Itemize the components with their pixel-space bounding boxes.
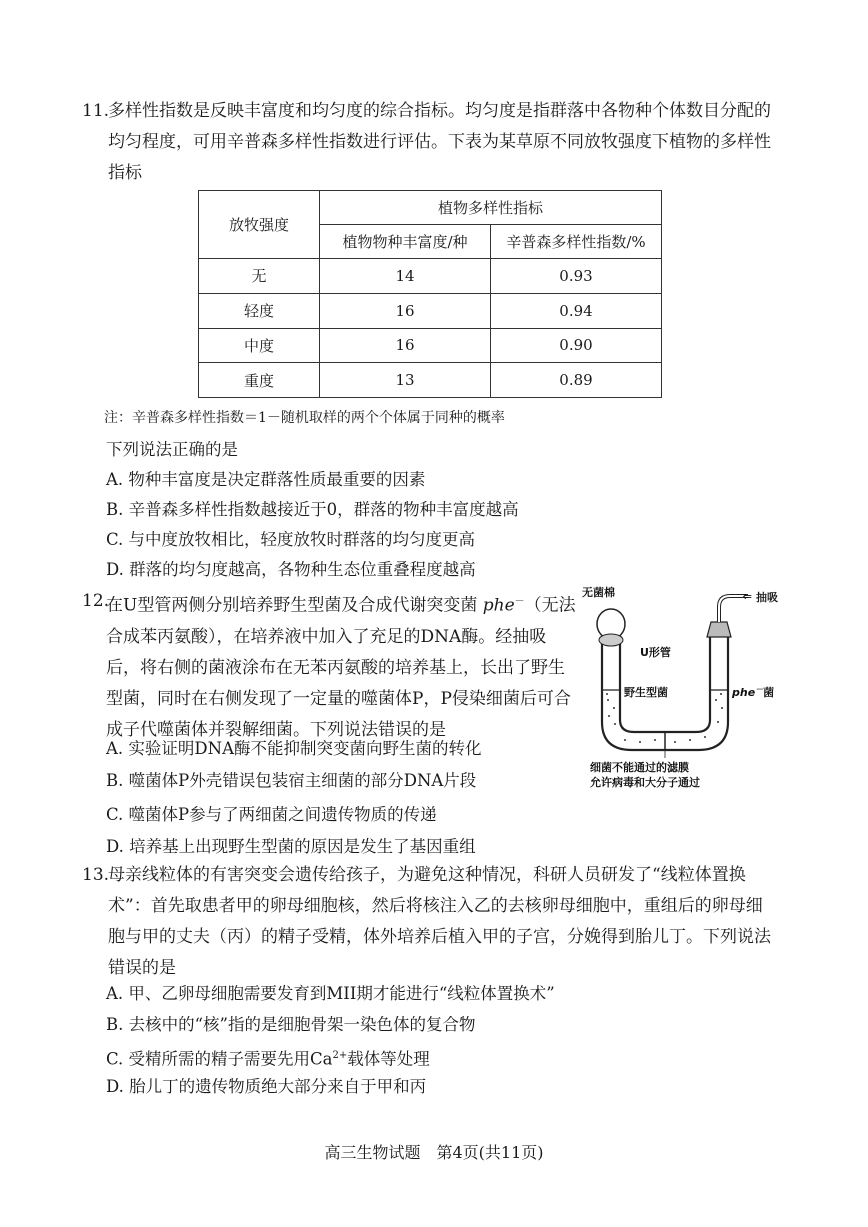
label-phe: phe－菌 bbox=[732, 685, 775, 699]
option-d: D. 胎儿丁的遗传物质绝大部分来自于甲和丙 bbox=[106, 1077, 427, 1096]
page-footer: 高三生物试题 第4页(共11页) bbox=[324, 1143, 544, 1162]
question-prompt: 下列说法正确的是 bbox=[106, 440, 238, 459]
phe-superscript: － bbox=[514, 596, 525, 607]
option-d: D. 群落的均匀度越高，各物种生态位重叠程度越高 bbox=[106, 560, 476, 579]
question-number: 12. bbox=[82, 591, 110, 611]
option-d: D. 培养基上出现野生型菌的原因是发生了基因重组 bbox=[106, 837, 476, 856]
row-label: 重度 bbox=[199, 363, 320, 398]
table-row bbox=[199, 293, 662, 328]
option-b: B. 辛普森多样性指数越接近于0，群落的物种丰富度越高 bbox=[106, 500, 519, 519]
row-simpson: 0.90 bbox=[491, 328, 662, 363]
caption-line-2: 允许病毒和大分子通过 bbox=[590, 776, 700, 789]
label-cotton: 无菌棉 bbox=[582, 586, 615, 599]
label-suction-arrow: ⇐ bbox=[742, 590, 752, 603]
table-row bbox=[199, 328, 662, 363]
table-note: 注：辛普森多样性指数＝1－随机取样的两个个体属于同种的概率 bbox=[104, 410, 505, 426]
option-c-tail: 载体等处理 bbox=[347, 1049, 430, 1069]
label-suction: 抽吸 bbox=[756, 591, 778, 604]
row-simpson: 0.89 bbox=[491, 363, 662, 398]
option-b: B. 噬菌体P外壳错误包装宿主细菌的部分DNA片段 bbox=[106, 771, 477, 790]
stopper-icon bbox=[707, 622, 731, 637]
table-header-richness: 植物物种丰富度/种 bbox=[320, 225, 491, 259]
row-label: 中度 bbox=[199, 328, 320, 363]
option-a: A. 实验证明DNA酶不能抑制突变菌向野生菌的转化 bbox=[106, 739, 482, 758]
table-row bbox=[199, 259, 662, 294]
option-c-text: C. 受精所需的精子需要先用Ca bbox=[106, 1049, 333, 1069]
question-number: 13. bbox=[82, 865, 110, 885]
row-simpson: 0.94 bbox=[491, 293, 662, 328]
row-label: 无 bbox=[199, 259, 320, 294]
table-row bbox=[199, 363, 662, 398]
question-stem: 多样性指数是反映丰富度和均匀度的综合指标。均匀度是指群落中各物种个体数目分配的均匀程度，可用辛普森多样性指数进行评估。下表为某草原不同放牧强度下植物的多样性指标 bbox=[108, 101, 771, 183]
question-stem: 母亲线粒体的有害突变会遗传给孩子，为避免这种情况，科研人员研发了“线粒体置换术”：首先取患者甲的卵母细胞核，然后将核注入乙的去核卵母细胞中，重组后的卵母细胞与甲的丈夫（丙）的精子受精，体外培养后植入甲的子宫，分娩得到胎儿丁。下列说法错误的是 bbox=[108, 865, 771, 978]
figure-caption bbox=[590, 760, 700, 790]
cotton-plug-base bbox=[599, 634, 623, 646]
row-richness: 16 bbox=[320, 293, 491, 328]
question-13 bbox=[82, 860, 772, 984]
table-header-grazing: 放牧强度 bbox=[199, 191, 320, 259]
option-a: A. 物种丰富度是决定群落性质最重要的因素 bbox=[106, 470, 426, 489]
option-c: C. 噬菌体P参与了两细菌之间遗传物质的传递 bbox=[106, 805, 437, 824]
row-simpson: 0.93 bbox=[491, 259, 662, 294]
option-c: C. 与中度放牧相比，轻度放牧时群落的均匀度更高 bbox=[106, 530, 476, 549]
diversity-table bbox=[198, 190, 662, 398]
question-11 bbox=[82, 96, 772, 189]
stem-part: 在U型管两侧分别培养野生型菌及合成代谢突变菌 bbox=[106, 595, 478, 616]
row-label: 轻度 bbox=[199, 293, 320, 328]
stem-part: （无法合成苯丙氨酸），在培养液中加入了充足的DNA酶。经抽吸后，将右侧的菌液涂布在无苯丙氨酸的培养基上，长出了野生型菌，同时在右侧发现了一定量的噬菌体P，P侵染细菌后可合成子代噬菌体并裂解细菌。下列说法错误的是 bbox=[106, 595, 576, 740]
row-richness: 14 bbox=[320, 259, 491, 294]
option-a: A. 甲、乙卵母细胞需要发育到MII期才能进行“线粒体置换术” bbox=[106, 984, 555, 1003]
phe-label: phe bbox=[482, 595, 515, 616]
row-richness: 16 bbox=[320, 328, 491, 363]
table-header-group: 植物多样性指标 bbox=[320, 191, 662, 225]
row-richness: 13 bbox=[320, 363, 491, 398]
caption-line-1: 细菌不能通过的滤膜 bbox=[590, 761, 689, 774]
label-wild-type: 野生型菌 bbox=[624, 686, 668, 699]
option-c bbox=[106, 1042, 430, 1074]
table-header-simpson: 辛普森多样性指数/% bbox=[491, 225, 662, 259]
question-number: 11. bbox=[82, 101, 110, 121]
question-stem bbox=[106, 586, 576, 746]
label-u-tube: U形管 bbox=[640, 646, 671, 659]
option-c-superscript: 2+ bbox=[332, 1050, 348, 1061]
option-b: B. 去核中的“核”指的是细胞骨架一染色体的复合物 bbox=[106, 1015, 476, 1034]
